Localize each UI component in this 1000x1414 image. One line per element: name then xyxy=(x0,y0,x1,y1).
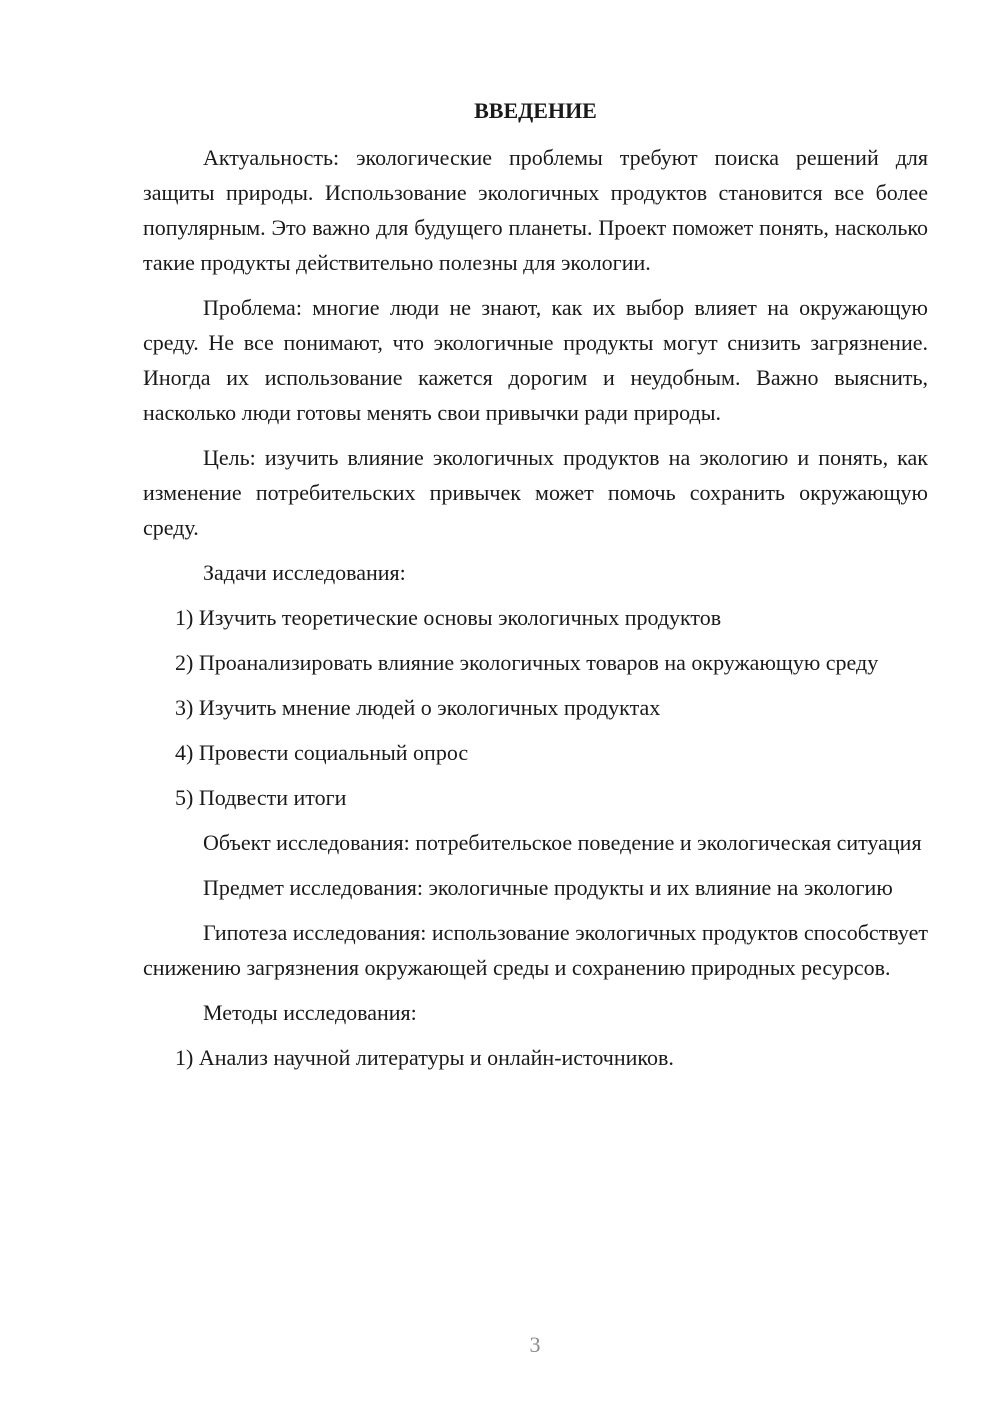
method-item: 1) Анализ научной литературы и онлайн-источников. xyxy=(175,1045,674,1070)
problem-paragraph: Проблема: многие люди не знают, как их выбор влияет на окружающую среду. Не все понимают, что экологичные продукты могут снизить загрязнение. Иногда их использование кажется дорогим и неудобным. Важно выяснить, насколько люди готовы менять свои привычки ради природы. xyxy=(143,295,928,425)
task-item: 5) Подвести итоги xyxy=(175,785,347,810)
goal-paragraph: Цель: изучить влияние экологичных продуктов на экологию и понять, как изменение потребительских привычек может помочь сохранить окружающую среду. xyxy=(143,445,928,540)
task-item: 1) Изучить теоретические основы экологичных продуктов xyxy=(175,605,722,630)
page-content xyxy=(143,96,928,1085)
task-item: 3) Изучить мнение людей о экологичных продуктах xyxy=(175,695,661,720)
page-number: 3 xyxy=(529,1332,541,1357)
task-item: 4) Провести социальный опрос xyxy=(175,740,469,765)
tasks-label: Задачи исследования: xyxy=(203,560,406,585)
hypothesis-paragraph: Гипотеза исследования: использование экологичных продуктов способствует снижению загрязнения окружающей среды и сохранению природных ресурсов. xyxy=(143,920,928,980)
task-item: 2) Проанализировать влияние экологичных товаров на окружающую среду xyxy=(175,650,879,675)
methods-label: Методы исследования: xyxy=(203,1000,417,1025)
object-paragraph: Объект исследования: потребительское поведение и экологическая ситуация xyxy=(203,830,922,855)
relevance-paragraph: Актуальность: экологические проблемы требуют поиска решений для защиты природы. Использование экологичных продуктов становится все более популярным. Это важно для будущего планеты. Проект поможет понять, насколько такие продукты действительно полезны для экологии. xyxy=(143,145,928,275)
subject-paragraph: Предмет исследования: экологичные продукты и их влияние на экологию xyxy=(203,875,893,900)
section-title: ВВЕДЕНИЕ xyxy=(474,98,597,123)
